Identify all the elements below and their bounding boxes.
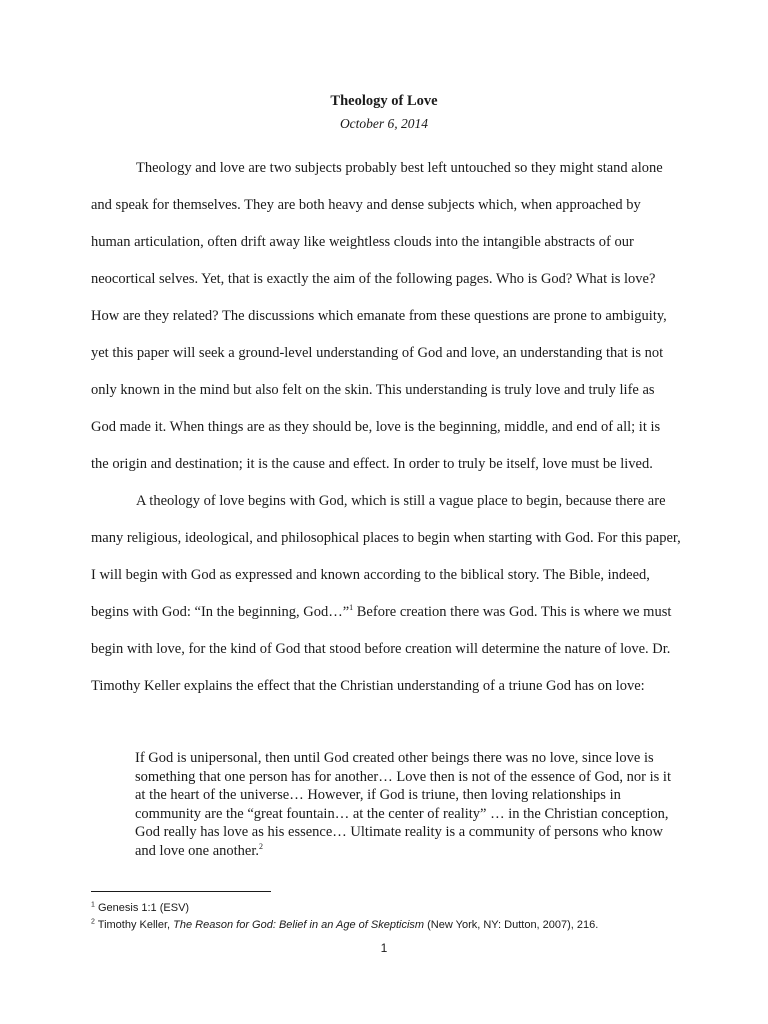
footnote-2 [91,917,711,934]
footnote-2-author: Timothy Keller, [97,919,174,931]
block-quote-text: If God is unipersonal, then until God created other beings there was no love, since love is something that one person has for another… Love then is not of the essence of God, nor is it at the heart of the universe… However, if God is triune, then loving relationships in community are the “great fountain… at the center of reality” … in the Christian conception, God really has love as his essence… Ultimate reality is a community of persons who know and love one another. [135,750,671,859]
footnote-1-text: Genesis 1:1 (ESV) [97,902,190,914]
footnote-ref-2[interactable]: 2 [259,841,264,851]
footnote-1 [91,900,711,917]
paragraph-2-text-cont: Before creation there was God. This is where we must begin with love, for the kind of God that stood before creation will determine the nature of love. Dr. Timothy Keller explains the effect that the Christian understanding of a triune God has on love: [91,604,672,694]
paper-title: Theology of Love [330,93,438,109]
footnote-2-number: 2 [91,918,95,926]
paragraph-2 [91,483,681,705]
footnote-2-book-title: The Reason for God: Belief in an Age of Skepticism [173,919,425,931]
footnote-divider [91,891,271,892]
block-quote [135,749,681,860]
paper-date: October 6, 2014 [339,116,429,131]
body-text [91,150,681,705]
footnote-2-publication: (New York, NY: Dutton, 2007), 216. [424,919,599,931]
paragraph-1 [91,150,681,483]
paragraph-2-text: A theology of love begins with God, which is still a vague place to begin, because there are many religious, ideological, and philosophical places to begin when starting with God. For this paper, I will begin with God as expressed and known according to the biblical story. The Bible, indeed, begins with God: “In the beginning, God…” [91,493,681,620]
footnote-ref-1[interactable]: 1 [349,603,354,613]
footnotes [91,900,711,934]
page-number: 1 [380,941,388,955]
footnote-1-number: 1 [91,901,95,909]
paragraph-1-text: Theology and love are two subjects probably best left untouched so they might stand alone and speak for themselves. They are both heavy and dense subjects which, when approached by human articulation, often drift away like weightless clouds into the intangible abstracts of our neocortical selves. Yet, that is exactly the aim of the following pages. Who is God? What is love? How are they related? The discussions which emanate from these questions are prone to ambiguity, yet this paper will seek a ground-level understanding of God and love, an understanding that is not only known in the mind but also felt on the skin. This understanding is truly love and truly life as God made it. When things are as they should be, love is the beginning, middle, and end of all; it is the origin and destination; it is the cause and effect. In order to truly be itself, love must be lived. [91,160,667,472]
